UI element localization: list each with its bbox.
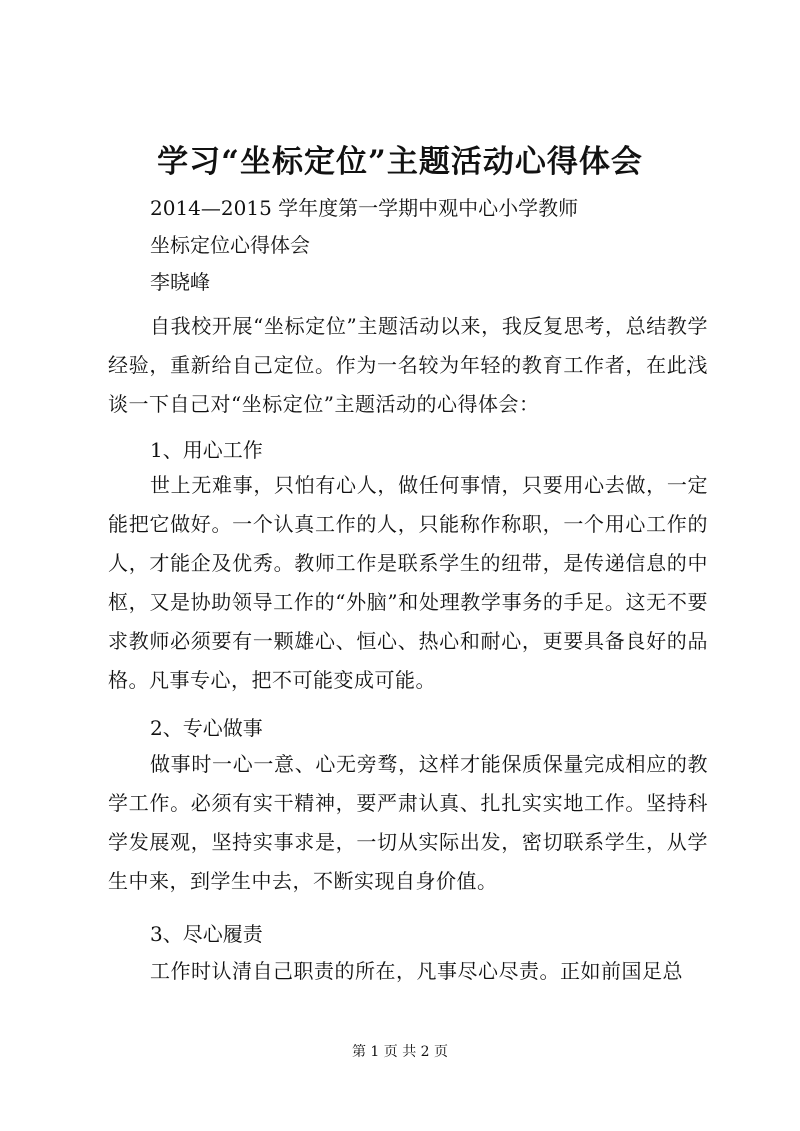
document-title: 学习“坐标定位”主题活动心得体会: [157, 144, 643, 180]
intro-paragraph: 自我校开展“坐标定位”主题活动以来，我反复思考，总结教学经验，重新给自己定位。作为一名较为年轻的教育工作者，在此浅谈一下自己对“坐标定位”主题活动的心得体会：: [108, 314, 708, 416]
section-3-heading: 3、尽心履责: [150, 922, 263, 946]
subtitle-line-1: 2014—2015 学年度第一学期中观中心小学教师: [150, 196, 579, 220]
section-1-heading: 1、用心工作: [150, 438, 263, 462]
section-2-heading: 2、专心做事: [150, 716, 263, 740]
author-name: 李晓峰: [150, 270, 210, 294]
subtitle-line-2: 坐标定位心得体会: [150, 233, 310, 257]
section-2-body: 做事时一心一意、心无旁骛，这样才能保质保量完成相应的教学工作。必须有实干精神，要严肃认真、扎扎实实地工作。坚持科学发展观，坚持实事求是，一切从实际出发，密切联系学生，从学生中来，到学生中去，不断实现自身价值。: [108, 752, 708, 893]
section-1-body: 世上无难事，只怕有心人，做任何事情，只要用心去做，一定能把它做好。一个认真工作的人，只能称作称职，一个用心工作的人，才能企及优秀。教师工作是联系学生的纽带，是传递信息的中枢，又是协助领导工作的“外脑”和处理教学事务的手足。这无不要求教师必须要有一颗雄心、恒心、热心和耐心，更要具备良好的品格。凡事专心，把不可能变成可能。: [108, 473, 708, 692]
section-3-body: 工作时认清自己职责的所在，凡事尽心尽责。正如前国足总: [150, 959, 683, 983]
page-footer: 第 1 页 共 2 页: [351, 1044, 449, 1060]
